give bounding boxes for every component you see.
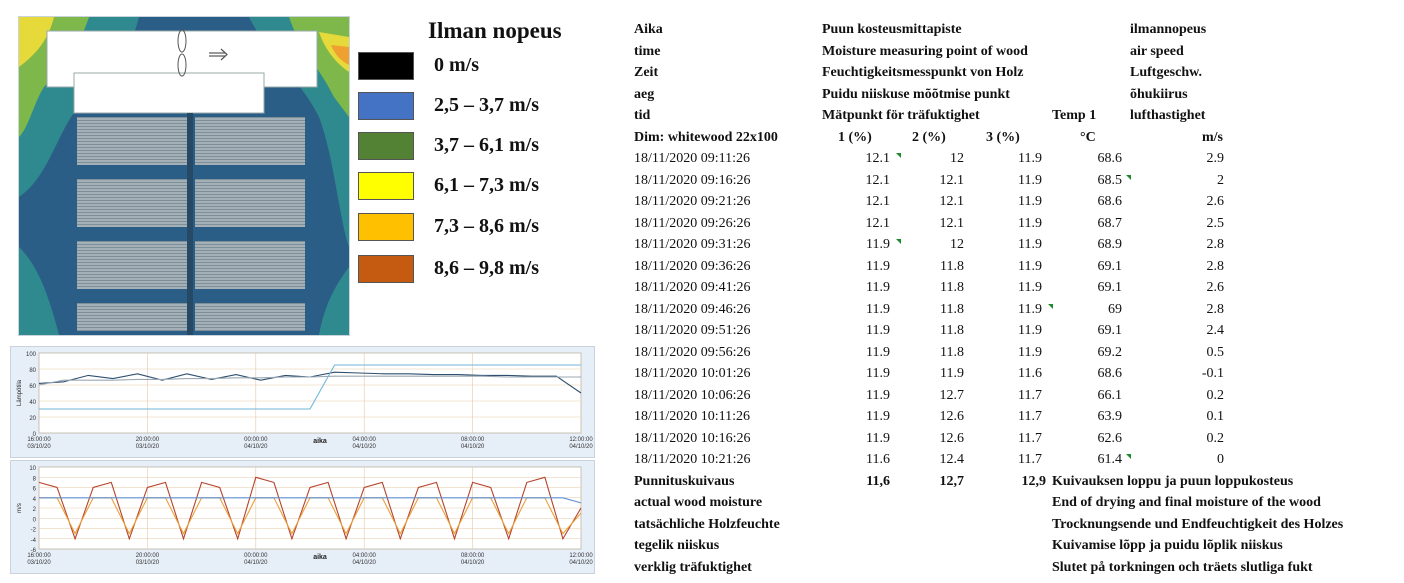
legend-label: 2,5 – 3,7 m/s	[434, 94, 539, 116]
final-value: 12,7	[939, 473, 964, 489]
x-tick-date: 04/10/20	[352, 444, 376, 450]
x-tick-date: 04/10/20	[244, 560, 268, 566]
column-subheader: m/s	[1202, 129, 1223, 145]
y-tick-label: 20	[29, 416, 36, 422]
row-value: 11.9	[866, 430, 890, 446]
row-value: 2.4	[1206, 323, 1224, 338]
row-value: 11.9	[866, 387, 890, 403]
row-value: 11.9	[866, 366, 890, 381]
y-tick-label: -2	[30, 527, 36, 534]
row-value: 11.9	[1018, 237, 1042, 252]
row-time: 18/11/2020 10:06:26	[634, 387, 751, 403]
column-subheader: 2 (%)	[912, 129, 946, 145]
legend-label: 7,3 – 8,6 m/s	[434, 215, 539, 237]
x-tick-time: 16:00:00	[27, 553, 51, 559]
x-tick-date: 04/10/20	[569, 560, 593, 566]
row-value: 62.6	[1097, 430, 1122, 446]
row-time: 18/11/2020 09:16:26	[634, 172, 751, 188]
temperature-chart	[10, 346, 595, 458]
row-time: 18/11/2020 09:26:26	[634, 215, 751, 231]
row-value: 68.6	[1097, 151, 1122, 166]
x-tick-date: 04/10/20	[460, 444, 485, 450]
row-value: 11.9	[1018, 258, 1042, 274]
header-col1-line: aeg	[634, 86, 655, 102]
y-tick-label: -4	[30, 537, 36, 544]
legend-swatch	[358, 172, 414, 200]
row-time: 18/11/2020 09:31:26	[634, 237, 751, 252]
x-tick-time: 04:00:00	[352, 553, 376, 559]
header-col2-line: Mätpunkt för träfuktighet	[822, 108, 980, 123]
row-value: 12.1	[865, 215, 890, 231]
row-value: 0.1	[1206, 409, 1224, 424]
row-time: 18/11/2020 09:11:26	[634, 151, 751, 166]
bottom-right-line: Kuivauksen loppu ja puun loppukosteus	[1052, 473, 1294, 489]
cell-marker-icon	[1048, 304, 1053, 309]
row-value: 68.7	[1097, 215, 1122, 231]
row-value: 11.9	[1018, 301, 1042, 317]
legend-label: 0 m/s	[434, 54, 479, 76]
row-value: 69.2	[1097, 344, 1122, 360]
row-value: -0.1	[1201, 366, 1224, 381]
row-value: 12.6	[939, 430, 964, 446]
row-value: 11.9	[1018, 280, 1042, 295]
x-tick-date: 03/10/20	[135, 444, 160, 450]
bottom-right-line: Slutet på torkningen och träets slutliga fukt	[1052, 559, 1313, 575]
header-temp: Temp 1	[1052, 108, 1097, 123]
x-tick-time: 12:00:00	[569, 437, 593, 443]
x-tick-date: 04/10/20	[352, 560, 376, 566]
header-col2-line: Moisture measuring point of wood	[822, 43, 1028, 59]
row-value: 2.8	[1206, 301, 1224, 317]
row-value: 2.6	[1206, 280, 1224, 295]
row-value: 68.9	[1097, 237, 1122, 252]
header-col4-line: ilmannopeus	[1130, 22, 1207, 37]
y-tick-label: 100	[25, 352, 36, 358]
legend-swatch	[358, 213, 414, 241]
row-value: 11.9	[1018, 151, 1042, 166]
row-value: 12.1	[939, 215, 964, 231]
x-tick-time: 08:00:00	[460, 553, 485, 559]
row-value: 0	[1217, 452, 1224, 467]
row-value: 11.9	[866, 323, 890, 338]
row-value: 11.7	[1018, 452, 1042, 467]
cell-marker-icon	[896, 153, 901, 158]
x-axis-label: aika	[313, 438, 327, 445]
final-label: Punnituskuivaus	[634, 473, 735, 489]
y-axis-label: Lämpötila	[17, 379, 23, 407]
row-value: 69	[1108, 301, 1122, 317]
row-time: 18/11/2020 10:01:26	[634, 366, 751, 381]
row-value: 66.1	[1097, 387, 1122, 403]
row-value: 63.9	[1097, 409, 1122, 424]
header-col4-line: õhukiirus	[1130, 86, 1188, 102]
x-tick-time: 04:00:00	[352, 437, 376, 443]
row-value: 11.8	[940, 258, 964, 274]
header-col4-line: air speed	[1130, 43, 1184, 59]
row-value: 11.9	[1018, 215, 1042, 231]
row-value: 12	[950, 151, 964, 166]
row-value: 11.8	[940, 344, 964, 360]
row-value: 2.6	[1206, 194, 1224, 209]
legend-label: 8,6 – 9,8 m/s	[434, 257, 539, 279]
bottom-right-line: End of drying and final moisture of the wood	[1052, 495, 1321, 510]
row-value: 68.6	[1097, 194, 1122, 209]
y-tick-label: 80	[29, 368, 36, 374]
legend-title: Ilman nopeus	[428, 18, 562, 43]
x-tick-time: 20:00:00	[135, 553, 160, 559]
cell-marker-icon	[1126, 454, 1131, 459]
row-value: 12.1	[939, 172, 964, 188]
row-value: 12	[950, 237, 964, 252]
row-time: 18/11/2020 09:46:26	[634, 301, 751, 317]
bottom-right-line: Trocknungsende und Endfeuchtigkeit des Holzes	[1052, 516, 1344, 532]
y-tick-label: -6	[30, 548, 36, 554]
header-col4-line: Luftgeschw.	[1130, 65, 1202, 80]
x-axis-label: aika	[313, 554, 327, 561]
legend-swatch	[358, 132, 414, 160]
row-time: 18/11/2020 10:16:26	[634, 430, 751, 446]
x-tick-date: 03/10/20	[135, 560, 160, 566]
bottom-left-line: tatsächliche Holzfeuchte	[634, 516, 780, 532]
x-tick-time: 00:00:00	[244, 437, 268, 443]
row-time: 18/11/2020 09:21:26	[634, 194, 751, 209]
header-col1-line: time	[634, 43, 661, 59]
y-axis-label: m/s	[17, 503, 23, 513]
x-tick-time: 00:00:00	[244, 553, 268, 559]
row-time: 18/11/2020 10:11:26	[634, 409, 751, 424]
row-value: 11.9	[940, 366, 964, 381]
row-time: 18/11/2020 09:56:26	[634, 344, 751, 360]
header-col1-line: Dim: whitewood 22x100	[634, 129, 778, 145]
row-value: 11.7	[1018, 430, 1042, 446]
bottom-right-line: Kuivamise lõpp ja puidu lõplik niiskus	[1052, 538, 1283, 553]
row-value: 68.6	[1097, 366, 1122, 381]
row-value: 69.1	[1097, 258, 1122, 274]
bottom-left-line: verklig träfuktighet	[634, 559, 752, 575]
x-tick-date: 04/10/20	[244, 444, 268, 450]
x-tick-time: 16:00:00	[27, 437, 51, 443]
legend-label: 6,1 – 7,3 m/s	[434, 174, 539, 196]
row-value: 12.1	[865, 172, 890, 188]
row-value: 61.4	[1097, 452, 1122, 467]
row-value: 2.8	[1206, 237, 1224, 252]
cell-marker-icon	[1126, 175, 1131, 180]
legend-swatch	[358, 52, 414, 80]
row-value: 2.8	[1206, 258, 1224, 274]
row-value: 11.9	[866, 280, 890, 295]
y-tick-label: 10	[29, 466, 36, 472]
row-value: 11.6	[1018, 366, 1042, 381]
row-value: 12.1	[865, 151, 890, 166]
row-value: 2.5	[1206, 215, 1224, 231]
y-tick-label: 8	[32, 476, 36, 483]
row-value: 11.9	[1018, 194, 1042, 209]
airflow-visualization	[18, 16, 350, 336]
y-tick-label: 40	[29, 400, 36, 406]
x-tick-time: 20:00:00	[135, 437, 160, 443]
row-value: 69.1	[1097, 280, 1122, 295]
header-col1-line: Zeit	[634, 65, 659, 80]
column-subheader: 1 (%)	[838, 129, 872, 145]
row-time: 18/11/2020 09:41:26	[634, 280, 751, 295]
row-value: 11.9	[866, 237, 890, 252]
legend-swatch	[358, 92, 414, 120]
x-tick-date: 03/10/20	[27, 444, 51, 450]
bottom-left-line: tegelik niiskus	[634, 538, 720, 553]
row-value: 11.7	[1018, 387, 1042, 403]
row-value: 2	[1217, 172, 1224, 188]
row-value: 12.4	[939, 452, 964, 467]
y-tick-label: 60	[29, 384, 36, 390]
row-value: 11.9	[866, 301, 890, 317]
row-value: 11.9	[1018, 172, 1042, 188]
row-value: 11.9	[866, 344, 890, 360]
x-tick-time: 08:00:00	[460, 437, 485, 443]
x-tick-date: 04/10/20	[460, 560, 485, 566]
legend-label: 3,7 – 6,1 m/s	[434, 134, 539, 156]
row-value: 11.8	[940, 280, 964, 295]
row-value: 0.5	[1206, 344, 1224, 360]
row-value: 0.2	[1206, 430, 1224, 446]
row-value: 11.8	[940, 301, 964, 317]
row-value: 0.2	[1206, 387, 1224, 403]
header-col1-line: Aika	[634, 22, 663, 37]
header-col1-line: tid	[634, 108, 651, 123]
bottom-left-line: actual wood moisture	[634, 495, 763, 510]
final-value: 12,9	[1021, 473, 1046, 489]
row-value: 11.9	[1018, 344, 1042, 360]
final-value: 11,6	[866, 473, 890, 489]
row-time: 18/11/2020 09:51:26	[634, 323, 751, 338]
x-tick-date: 04/10/20	[569, 444, 593, 450]
row-value: 69.1	[1097, 323, 1122, 338]
row-value: 2.9	[1206, 151, 1224, 166]
header-col2-line: Feuchtigkeitsmesspunkt von Holz	[822, 65, 1024, 80]
legend-swatch	[358, 255, 414, 283]
header-col2-line: Puidu niiskuse mõõtmise punkt	[822, 86, 1010, 102]
y-tick-label: 0	[32, 432, 36, 438]
row-value: 12.6	[939, 409, 964, 424]
x-tick-time: 12:00:00	[569, 553, 593, 559]
row-value: 12.1	[865, 194, 890, 209]
row-time: 18/11/2020 10:21:26	[634, 452, 751, 467]
header-col2-line: Puun kosteusmittapiste	[822, 22, 962, 37]
row-value: 11.9	[1018, 323, 1042, 338]
row-value: 68.5	[1097, 172, 1122, 188]
column-subheader: °C	[1080, 129, 1096, 145]
row-time: 18/11/2020 09:36:26	[634, 258, 751, 274]
row-value: 11.6	[866, 452, 890, 467]
cell-marker-icon	[896, 239, 901, 244]
row-value: 11.8	[940, 323, 964, 338]
row-value: 11.9	[866, 258, 890, 274]
y-tick-label: 6	[32, 486, 36, 493]
row-value: 12.1	[939, 194, 964, 209]
row-value: 12.7	[939, 387, 964, 403]
column-subheader: 3 (%)	[986, 129, 1020, 145]
row-value: 11.7	[1018, 409, 1042, 424]
x-tick-date: 03/10/20	[27, 560, 51, 566]
air-speed-chart	[10, 460, 595, 574]
y-tick-label: 0	[32, 517, 36, 524]
header-col4-line: lufthastighet	[1130, 108, 1206, 123]
y-tick-label: 2	[32, 507, 36, 513]
y-tick-label: 4	[32, 496, 36, 503]
row-value: 11.9	[866, 409, 890, 424]
